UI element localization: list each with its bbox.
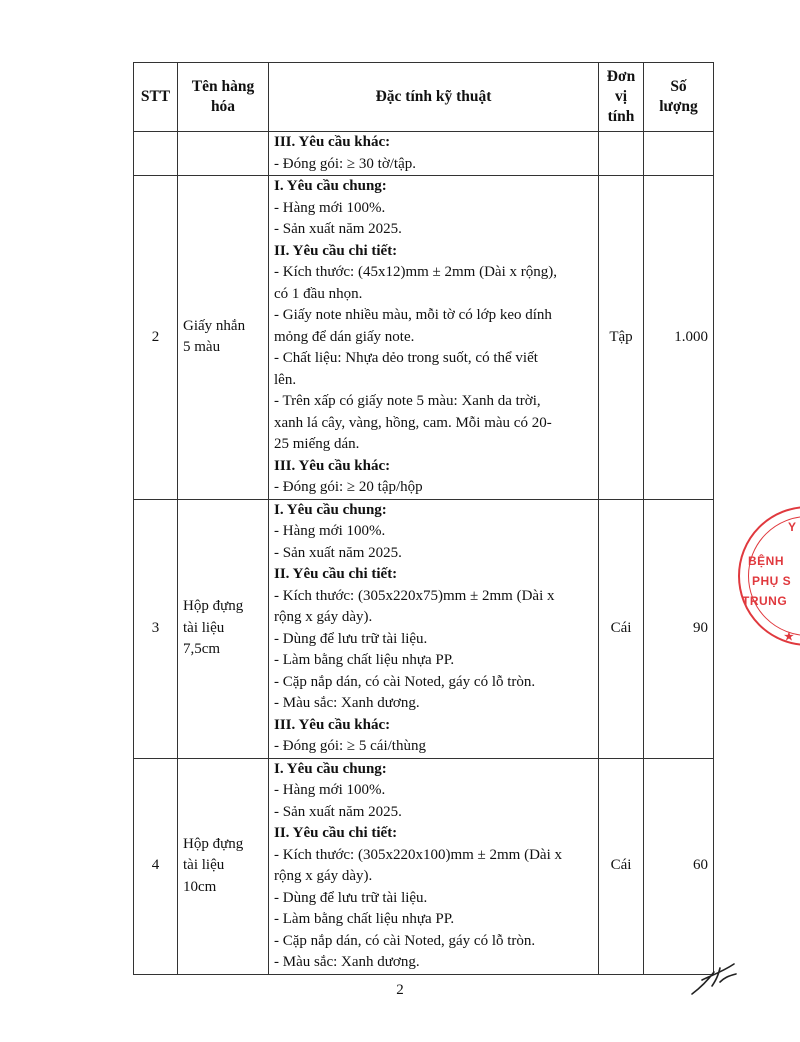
header-item-name: Tên hàng hóa [178, 63, 269, 132]
cell-item-name [178, 176, 269, 500]
cell-stt: 4 [134, 758, 178, 974]
header-technical-specs: Đặc tính kỹ thuật [269, 63, 599, 132]
spec-section-heading: III. Yêu cầu khác: [274, 716, 391, 733]
cell-technical-specs [269, 758, 599, 974]
spec-line: - Kích thước: (45x12)mm ± 2mm (Dài x rộng), [274, 264, 557, 280]
spec-line: - Sản xuất năm 2025. [274, 544, 402, 561]
spec-line: - Làm bằng chất liệu nhựa PP. [274, 652, 455, 668]
spec-section-heading: II. Yêu cầu chi tiết: [274, 825, 398, 841]
spec-line: - Kích thước: (305x220x75)mm ± 2mm (Dài x [274, 587, 555, 604]
spec-line: - Kích thước: (305x220x100)mm ± 2mm (Dài x [274, 846, 563, 863]
item-name-line: tài liệu [183, 857, 225, 874]
seal-text: Y [788, 520, 797, 534]
cell-quantity [644, 132, 714, 176]
spec-line: lên. [274, 371, 297, 388]
spec-section-heading: II. Yêu cầu chi tiết: [274, 566, 398, 582]
cell-unit: Cái [599, 758, 644, 974]
cell-stt: 3 [134, 499, 178, 758]
spec-section-heading: III. Yêu cầu khác: [274, 134, 391, 150]
cell-unit: Cái [599, 499, 644, 758]
spec-line: - Dùng để lưu trữ tài liệu. [274, 889, 428, 906]
table-row [134, 758, 714, 974]
spec-section-heading: I. Yêu cầu chung: [274, 760, 387, 777]
cell-item-name [178, 499, 269, 758]
spec-line: - Đóng gói: ≥ 30 tờ/tập. [274, 155, 416, 172]
cell-quantity: 60 [644, 758, 714, 974]
spec-line: - Màu sắc: Xanh dương. [274, 954, 420, 970]
item-name-line: 7,5cm [183, 641, 221, 658]
spec-line: - Chất liệu: Nhựa dẻo trong suốt, có thể viết [274, 350, 538, 366]
cell-quantity: 90 [644, 499, 714, 758]
spec-line: rộng x gáy dày). [274, 868, 373, 884]
item-name-line: tài liệu [183, 619, 225, 636]
cell-item-name [178, 758, 269, 974]
spec-line: - Sản xuất năm 2025. [274, 221, 402, 237]
spec-line: - Giấy note nhiều màu, mỗi tờ có lớp keo dính [274, 307, 552, 323]
table-row [134, 132, 714, 176]
seal-text: BỆNH [748, 554, 785, 568]
seal-star-icon: ★ [784, 631, 795, 643]
spec-line: - Đóng gói: ≥ 5 cái/thùng [274, 738, 426, 754]
spec-line: - Hàng mới 100%. [274, 523, 386, 539]
header-stt: STT [134, 63, 178, 132]
header-unit: Đơn vị tính [599, 63, 644, 132]
cell-technical-specs [269, 499, 599, 758]
red-seal-stamp [738, 506, 800, 656]
spec-line: - Trên xấp có giấy note 5 màu: Xanh da trời, [274, 393, 541, 409]
spec-line: - Làm bằng chất liệu nhựa PP. [274, 911, 455, 927]
cell-unit [599, 132, 644, 176]
item-name-line: Hộp đựng [183, 598, 244, 615]
table-body [134, 132, 714, 975]
cell-stt [134, 132, 178, 176]
item-name-line: Hộp đựng [183, 835, 244, 852]
item-name-line: Giấy nhắn [183, 317, 246, 334]
page-number: 2 [396, 982, 404, 998]
signature-mark [690, 958, 740, 998]
spec-line: - Dùng để lưu trữ tài liệu. [274, 630, 428, 647]
table-row [134, 176, 714, 500]
item-name-line: 5 màu [183, 339, 221, 356]
spec-section-heading: I. Yêu cầu chung: [274, 501, 387, 518]
header-quantity: Số lượng [644, 63, 714, 132]
seal-text: PHỤ S [752, 574, 792, 588]
spec-section-heading: III. Yêu cầu khác: [274, 457, 391, 474]
spec-line: - Cặp nắp dán, có cài Noted, gáy có lỗ tròn. [274, 932, 536, 949]
spec-line: - Cặp nắp dán, có cài Noted, gáy có lỗ tròn. [274, 673, 536, 690]
spec-line: có 1 đầu nhọn. [274, 285, 363, 302]
seal-text: TRUNG [742, 594, 788, 608]
spec-line: xanh lá cây, vàng, hồng, cam. Mỗi màu có 20- [274, 414, 552, 431]
table-row [134, 499, 714, 758]
cell-technical-specs [269, 132, 599, 176]
cell-unit: Tập [599, 176, 644, 500]
cell-technical-specs [269, 176, 599, 500]
spec-section-heading: I. Yêu cầu chung: [274, 178, 387, 194]
cell-stt: 2 [134, 176, 178, 500]
spec-line: 25 miếng dán. [274, 436, 360, 452]
cell-item-name [178, 132, 269, 176]
spec-line: - Màu sắc: Xanh dương. [274, 695, 420, 711]
item-name-line: 10cm [183, 878, 217, 895]
spec-line: - Sản xuất năm 2025. [274, 803, 402, 820]
spec-line: rộng x gáy dày). [274, 609, 373, 625]
technical-spec-table [133, 62, 714, 975]
spec-section-heading: II. Yêu cầu chi tiết: [274, 242, 398, 259]
cell-quantity: 1.000 [644, 176, 714, 500]
table-header-row [134, 63, 714, 132]
spec-line: mỏng để dán giấy note. [274, 328, 415, 345]
spec-line: - Hàng mới 100%. [274, 199, 386, 216]
spec-line: - Hàng mới 100%. [274, 782, 386, 798]
spec-line: - Đóng gói: ≥ 20 tập/hộp [274, 479, 423, 495]
